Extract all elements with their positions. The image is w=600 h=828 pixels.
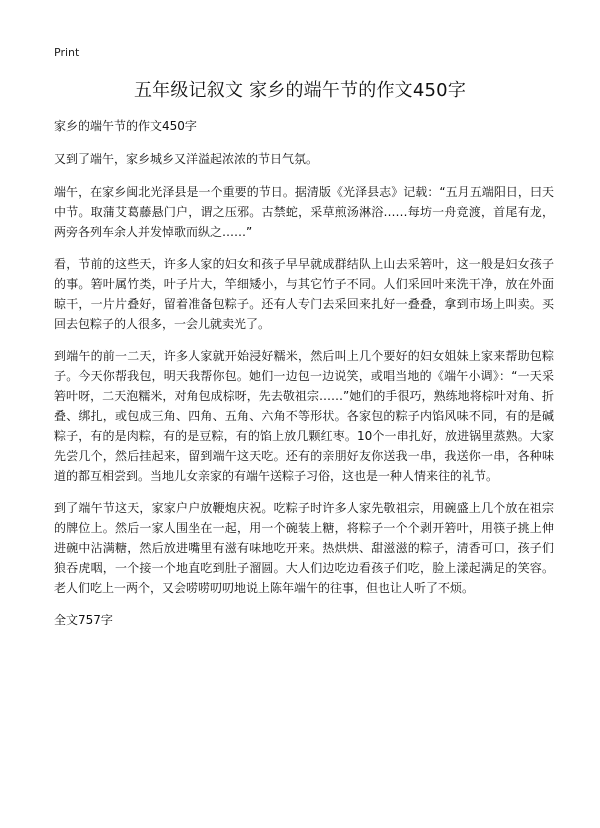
- paragraph-wrapping: 到端午的前一二天，许多人家就开始浸好糯米，然后叫上几个要好的妇女姐妹上家来帮助包粽子。今天你帮我包，明天我帮你包。她们一边包一边说笑，或唱当地的《端午小调》：“一天采箬叶呀，二天泡糯米，对角包成棕呀，先去敬祖宗……”她们的手很巧，熟练地将棕叶对角、折叠、绑扎，或包成三角、四角、五角、六角不等形状。各家包的粽子内馅风味不同，有的是碱粽子，有的是肉粽，有的是豆粽，有的馅上放几颗红枣。10个一串扎好，放进锅里蒸熟。大家先尝几个，然后挂起来，留到端午这天吃。还有的亲朋好友你送我一串，我送你一串，各种味道的都互相尝到。当地儿女亲家的有端午送粽子习俗，这也是一种人情来往的礼节。: [54, 349, 554, 483]
- page-title: 五年级记叙文 家乡的端午节的作文450字: [133, 80, 467, 101]
- paragraph-intro: 又到了端午，家乡城乡又洋溢起浓浓的节日气氛。: [54, 152, 319, 166]
- article-body: [54, 116, 554, 643]
- print-link[interactable]: Print: [54, 46, 80, 59]
- article-subtitle: 家乡的端午节的作文450字: [54, 119, 197, 133]
- paragraph-history: 端午，在家乡闽北光泽县是一个重要的节日。据清版《光泽县志》记载：“五月五端阳日，曰天中节。取蒲艾葛藤悬门户，谓之压邪。古禁蛇，采草煎汤淋浴……每坊一舟竞渡，首尾有龙，两旁各列车余人并发悼歌而纵之……”: [54, 185, 554, 239]
- word-count: 全文757字: [54, 613, 113, 627]
- paragraph-leaves: 看，节前的这些天，许多人家的妇女和孩子早早就成群结队上山去采箬叶，这一般是妇女孩子的事。箬叶属竹类，叶子片大，竿细矮小，与其它竹子不同。人们采回叶来洗干净，放在外面晾干，一片片叠好，留着准备包粽子。还有人专门去采回来扎好一叠叠，拿到市场上叫卖。买回去包粽子的人很多，一会儿就卖光了。: [54, 257, 554, 331]
- paragraph-festival-day: 到了端午节这天，家家户户放鞭炮庆祝。吃粽子时许多人家先敬祖宗，用碗盛上几个放在祖宗的牌位上。然后一家人围坐在一起，用一个碗装上糖，将粽子一个个剥开箬叶，用筷子挑上伸进碗中沾满糖，然后放进嘴里有滋有味地吃开来。热烘烘、甜滋滋的粽子，清香可口，孩子们狼吞虎咽，一个接一个地直吃到肚子溜圆。大人们边吃边看孩子们吃，脸上漾起满足的笑容。老人们吃上一两个，又会唠唠叨叨地说上陈年端午的往事，但也让人听了不烦。: [54, 501, 554, 595]
